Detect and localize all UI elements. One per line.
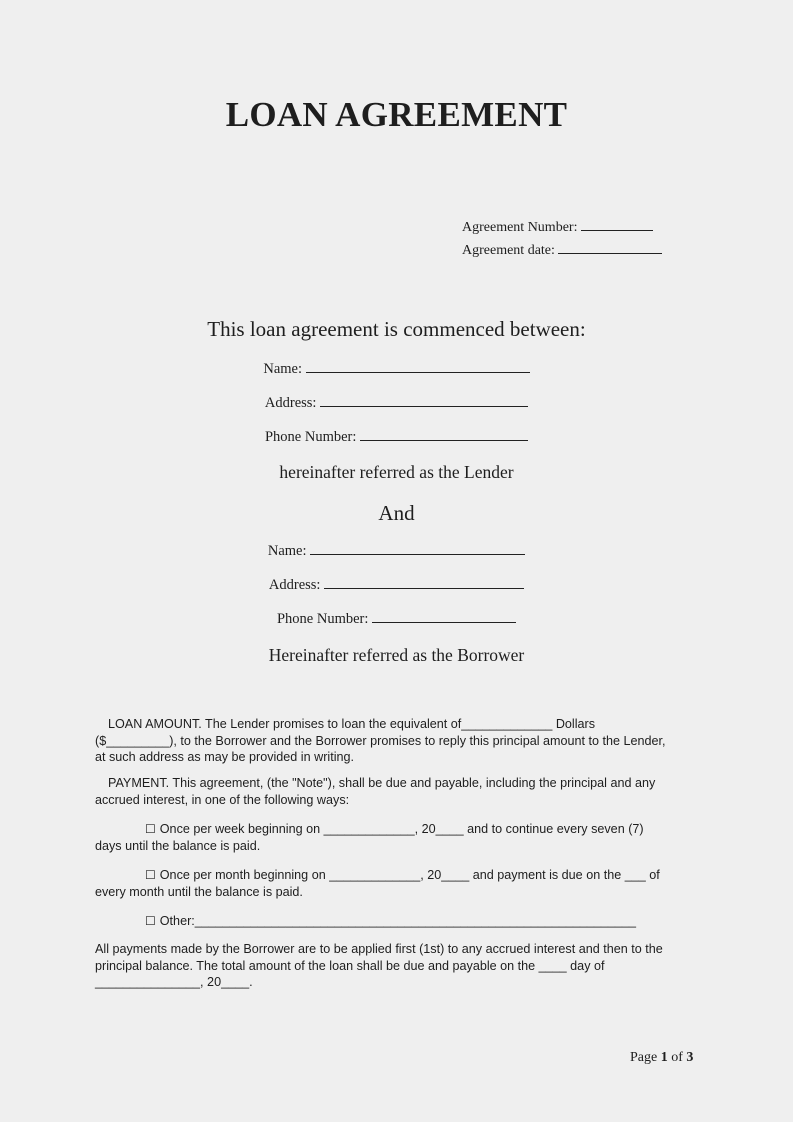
borrower-address-blank[interactable]: [324, 576, 524, 589]
lender-phone-row: [0, 428, 793, 446]
all-payments-line: All payments made by the Borrower are to be applied first (1st) to any accrued interest and then to the: [95, 942, 663, 956]
page-current: 1: [660, 1050, 668, 1065]
weekly-checkbox[interactable]: ☐: [145, 822, 156, 836]
lender-phone-blank[interactable]: [360, 428, 528, 441]
weekly-option-text: Once per week beginning on _____________, 20____ and to continue every seven (7): [159, 822, 644, 836]
and-separator: And: [378, 501, 415, 525]
all-payments-line: _______________, 20____.: [95, 975, 253, 989]
monthly-option-text: Once per month beginning on _____________, 20____ and payment is due on the ___ of: [159, 868, 660, 882]
lender-address-blank[interactable]: [320, 394, 528, 407]
agreement-number-label: Agreement Number:: [462, 220, 578, 235]
borrower-name-row: [0, 542, 793, 560]
agreement-date-row: [462, 241, 662, 259]
intro-heading: This loan agreement is commenced between:: [207, 317, 586, 341]
lender-phone-label: Phone Number:: [264, 429, 357, 445]
lender-address-row: [0, 394, 793, 412]
borrower-address-row: [0, 576, 793, 594]
borrower-phone-row: [0, 610, 793, 628]
borrower-referred-text: Hereinafter referred as the Borrower: [268, 645, 525, 665]
payment-line: accrued interest, in one of the following ways:: [95, 792, 350, 807]
weekly-option: [95, 821, 695, 854]
borrower-name-label: Name:: [267, 543, 307, 559]
other-option: [95, 913, 695, 930]
monthly-option-text-cont: every month until the balance is paid.: [95, 884, 303, 899]
lender-address-label: Address:: [264, 395, 317, 411]
lender-name-blank[interactable]: [306, 360, 530, 373]
lender-name-label: Name:: [263, 361, 303, 377]
other-checkbox[interactable]: ☐: [145, 914, 156, 928]
lender-referred-text: hereinafter referred as the Lender: [279, 462, 514, 482]
monthly-checkbox[interactable]: ☐: [145, 868, 156, 882]
agreement-date-label: Agreement date:: [462, 243, 555, 258]
document-title: LOAN AGREEMENT: [225, 95, 568, 134]
loan-amount-line: LOAN AMOUNT. The Lender promises to loan the equivalent of_____________ Dollars: [108, 717, 596, 731]
agreement-number-row: [462, 218, 653, 236]
page-of-word: of: [671, 1050, 683, 1065]
loan-amount-line: at such address as may be provided in writing.: [95, 750, 355, 764]
lender-name-row: [0, 360, 793, 378]
weekly-option-text-cont: days until the balance is paid.: [95, 838, 261, 853]
page-indicator: [630, 1050, 693, 1066]
loan-amount-paragraph: [95, 716, 695, 766]
page-word: Page: [630, 1050, 658, 1065]
loan-amount-line: ($_________), to the Borrower and the Borrower promises to reply this principal amount to the Lender,: [95, 733, 666, 748]
agreement-date-blank[interactable]: [558, 241, 662, 254]
monthly-option: [95, 867, 695, 900]
all-payments-paragraph: [95, 941, 695, 991]
borrower-name-blank[interactable]: [310, 542, 525, 555]
borrower-address-label: Address:: [268, 577, 321, 593]
payment-paragraph: [95, 775, 695, 808]
page-total: 3: [686, 1050, 694, 1065]
agreement-number-blank[interactable]: [581, 218, 653, 231]
payment-line: PAYMENT. This agreement, (the "Note"), shall be due and payable, including the principal and any: [108, 776, 656, 790]
all-payments-line: principal balance. The total amount of the loan shall be due and payable on the ____ day of: [95, 958, 605, 973]
other-option-text: Other:_______________________________________________________________: [159, 914, 637, 928]
borrower-phone-label: Phone Number:: [276, 611, 369, 627]
borrower-phone-blank[interactable]: [372, 610, 516, 623]
